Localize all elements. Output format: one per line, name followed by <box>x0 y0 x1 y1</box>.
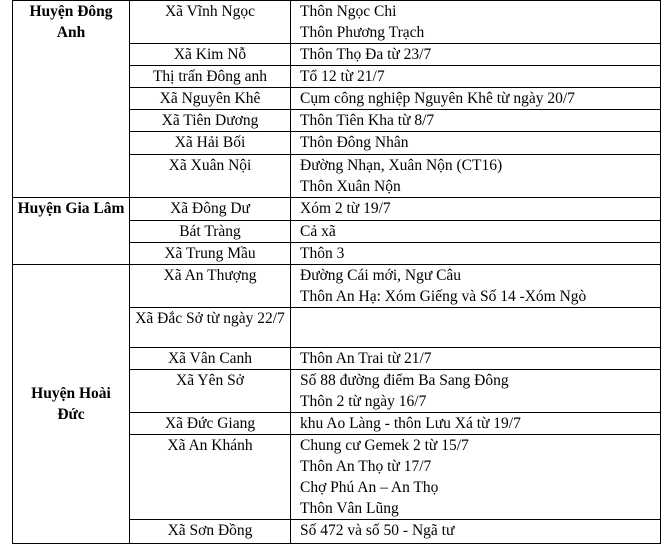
village-line: Cả xã <box>300 223 336 240</box>
commune-cell <box>130 413 291 435</box>
village-cell <box>291 265 661 308</box>
district-cell <box>13 1 130 198</box>
village-cell <box>291 198 661 221</box>
village-line: Thôn 2 từ ngày 16/7 <box>300 393 427 410</box>
commune-cell <box>130 221 291 243</box>
village-line: Thôn Ngọc Chi <box>300 3 397 20</box>
commune-name: Xã Kim Nỗ <box>173 46 247 63</box>
table-row <box>13 265 661 308</box>
table-row <box>13 198 661 221</box>
commune-name: Xã Vĩnh Ngọc <box>164 3 256 20</box>
village-cell <box>291 413 661 435</box>
commune-cell <box>130 265 291 308</box>
commune-name: Xã Tiên Dương <box>161 112 259 129</box>
commune-name: Xã Vân Canh <box>167 350 253 367</box>
commune-name: Xã An Khánh <box>167 437 253 454</box>
commune-name: Xã Đắc Sở từ ngày 22/7 <box>135 310 285 327</box>
village-cell <box>291 155 661 198</box>
commune-name: Xã An Thượng <box>163 267 257 284</box>
page-edge-divider <box>660 0 661 519</box>
village-cell <box>291 221 661 243</box>
commune-name: Xã Hải Bối <box>174 134 246 151</box>
village-line: khu Ao Làng - thôn Lưu Xá từ 19/7 <box>300 415 521 432</box>
village-cell <box>291 110 661 132</box>
village-line: Thôn An Trai từ 21/7 <box>300 350 432 367</box>
village-line: Xóm 2 từ 19/7 <box>300 200 391 217</box>
commune-cell <box>130 348 291 370</box>
commune-cell <box>130 435 291 520</box>
village-line: Thôn An Thọ từ 17/7 <box>300 458 432 475</box>
commune-cell <box>130 132 291 155</box>
village-line: Số 472 và số 50 - Ngã tư <box>300 522 455 539</box>
village-line: Thôn Thọ Đa từ 23/7 <box>300 46 432 63</box>
village-line: Thôn Đông Nhân <box>300 134 409 151</box>
district-name: Huyện Hoài Đức <box>31 385 111 423</box>
commune-name: Xã Đức Giang <box>164 415 256 432</box>
village-line: Thôn 3 <box>300 245 345 262</box>
village-line: Đường Cái mới, Ngư Câu <box>300 267 462 284</box>
village-line: Thôn An Hạ: Xóm Giếng và Số 14 -Xóm Ngò <box>300 288 587 305</box>
district-cell <box>13 198 130 265</box>
village-line: Thôn Phương Trạch <box>300 24 425 41</box>
commune-cell <box>130 66 291 88</box>
commune-cell <box>130 155 291 198</box>
commune-name: Thị trấn Đông anh <box>152 68 268 85</box>
commune-name: Xã Nguyên Khê <box>159 90 261 107</box>
district-name: Huyện Gia Lâm <box>17 200 125 217</box>
village-cell <box>291 370 661 413</box>
village-cell <box>291 348 661 370</box>
village-cell <box>291 44 661 66</box>
commune-cell <box>130 520 291 544</box>
locations-table <box>12 0 661 544</box>
district-cell <box>13 265 130 544</box>
village-cell <box>291 520 661 544</box>
village-line: Thôn Vân Lũng <box>300 500 399 517</box>
village-cell <box>291 66 661 88</box>
commune-cell <box>130 308 291 348</box>
village-line: Thôn Xuân Nộn <box>300 178 401 195</box>
village-line: Chợ Phú An – An Thọ <box>300 479 439 496</box>
village-line: Số 88 đường điểm Ba Sang Đông <box>300 372 509 389</box>
district-name: Huyện Đông Anh <box>29 3 113 41</box>
commune-cell <box>130 44 291 66</box>
village-line: Chung cư Gemek 2 từ 15/7 <box>300 437 469 454</box>
commune-name: Xã Sơn Đồng <box>167 522 253 539</box>
village-line: Thôn Tiên Kha từ 8/7 <box>300 112 435 129</box>
table-row <box>13 1 661 44</box>
commune-name: Bát Tràng <box>179 223 241 240</box>
village-cell <box>291 308 661 348</box>
village-cell <box>291 88 661 110</box>
village-line: Đường Nhạn, Xuân Nộn (CT16) <box>300 157 503 174</box>
village-cell <box>291 243 661 265</box>
village-cell <box>291 435 661 520</box>
commune-cell <box>130 370 291 413</box>
commune-cell <box>130 110 291 132</box>
commune-name: Xã Đông Dư <box>170 200 250 217</box>
village-line: Cụm công nghiệp Nguyên Khê từ ngày 20/7 <box>300 90 575 107</box>
village-cell <box>291 1 661 44</box>
commune-name: Xã Xuân Nội <box>168 157 252 174</box>
village-cell <box>291 132 661 155</box>
commune-cell <box>130 198 291 221</box>
commune-cell <box>130 88 291 110</box>
village-line: Tổ 12 từ 21/7 <box>300 68 385 85</box>
commune-name: Xã Trung Mầu <box>164 245 256 262</box>
commune-cell <box>130 243 291 265</box>
commune-name: Xã Yên Sở <box>176 372 244 389</box>
commune-cell <box>130 1 291 44</box>
